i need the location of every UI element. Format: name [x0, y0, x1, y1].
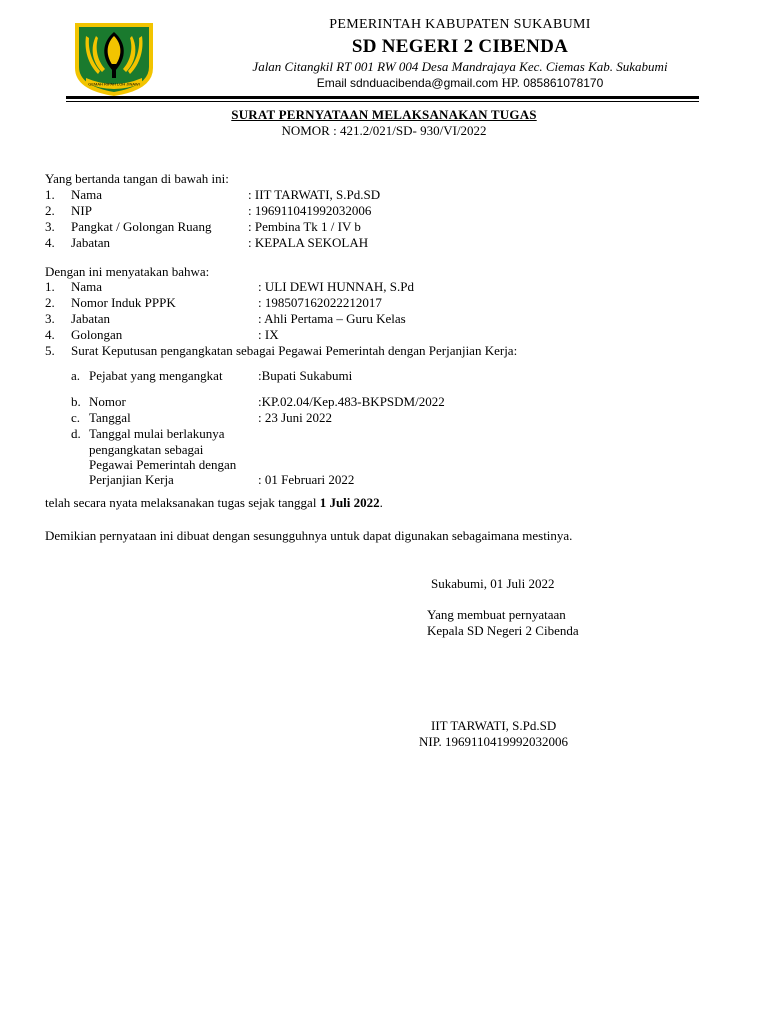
subject-num: 1. [45, 279, 55, 294]
signer-value-rank: : Pembina Tk 1 / IV b [248, 219, 361, 234]
signer-num: 2. [45, 203, 55, 218]
signer-label-nip: NIP [71, 203, 92, 218]
intro-text: Yang bertanda tangan di bawah ini: [45, 171, 229, 186]
closing-statement [45, 495, 383, 511]
sk-letter: d. [71, 426, 81, 441]
subject-value-name: : ULI DEWI HUNNAH, S.Pd [258, 279, 414, 294]
logo-motto: GEMAH RIPAH LOH JINAWI [88, 81, 140, 87]
sk-label-effective-line2: pengangkatan sebagai [89, 442, 204, 457]
closing-period: . [379, 495, 383, 510]
sk-value-number: :KP.02.04/Kep.483-BKPSDM/2022 [258, 394, 445, 409]
subject-value-pppk: : 198507162022212017 [258, 295, 382, 310]
subject-label-position: Jabatan [71, 311, 110, 326]
sk-letter: c. [71, 410, 81, 425]
letterhead-rule-thin [66, 101, 699, 102]
sk-value-date: : 23 Juni 2022 [258, 410, 333, 425]
subject-value-grade: : IX [258, 327, 279, 342]
sk-label-effective-line3: Pegawai Pemerintah dengan [89, 457, 237, 472]
signature-place-date: Sukabumi, 01 Juli 2022 [431, 576, 555, 591]
letterhead-school-name: SD NEGERI 2 CIBENDA [351, 36, 569, 57]
sk-letter: b. [71, 394, 81, 409]
signer-num: 4. [45, 235, 55, 250]
phone-label: HP. [501, 75, 520, 90]
subject-num: 4. [45, 327, 55, 342]
item5-text: Surat Keputusan pengangkatan sebagai Pegawai Pemerintah dengan Perjanjian Kerja: [71, 343, 518, 358]
subject-label-grade: Golongan [71, 327, 123, 342]
email-address: sdnduacibenda@gmail.com [349, 76, 499, 90]
signer-value-position: : KEPALA SEKOLAH [248, 235, 369, 250]
signature-role-line1: Yang membuat pernyataan [427, 607, 566, 622]
letterhead-rule-thick [66, 96, 699, 99]
sk-value-effective: : 01 Februari 2022 [258, 472, 355, 487]
letterhead-address: Jalan Citangkil RT 001 RW 004 Desa Mandrajaya Kec. Ciemas Kab. Sukabumi [252, 59, 668, 74]
signature-nip: NIP. 196911041999203200​6 [419, 734, 569, 749]
signer-value-nip: : 196911041992032006 [248, 203, 372, 218]
statement-intro: Dengan ini menyatakan bahwa: [45, 264, 210, 279]
signature-role-line2: Kepala SD Negeri 2 Cibenda [427, 623, 579, 638]
signer-label-rank: Pangkat / Golongan Ruang [71, 219, 212, 234]
sk-label-effective-line1: Tanggal mulai berlakunya [89, 426, 225, 441]
signer-label-position: Jabatan [71, 235, 110, 250]
signer-num: 3. [45, 219, 55, 234]
letterhead-government: PEMERINTAH KABUPATEN SUKABUMI [329, 17, 591, 32]
signer-num: 1. [45, 187, 55, 202]
sk-label-official: Pejabat yang mengangkat [89, 368, 223, 383]
subject-value-position: : Ahli Pertama – Guru Kelas [258, 311, 406, 326]
document-title: SURAT PERNYATAAN MELAKSANAKAN TUGAS [231, 107, 537, 122]
subject-num: 2. [45, 295, 55, 310]
subject-label-name: Nama [71, 279, 103, 294]
email-label: Email [316, 76, 347, 90]
item5-num: 5. [45, 343, 55, 358]
sk-value-official: :Bupati Sukabumi [258, 368, 353, 383]
signer-value-name: : IIT TARWATI, S.Pd.SD [248, 187, 381, 202]
subject-num: 3. [45, 311, 55, 326]
letterhead-contact [170, 75, 750, 91]
sk-label-effective-line4: Perjanjian Kerja [89, 472, 174, 487]
closing-remark: Demikian pernyataan ini dibuat dengan sesungguhnya untuk dapat digunakan sebagaimana mestinya. [45, 528, 573, 543]
subject-label-pppk: Nomor Induk PPPK [71, 295, 176, 310]
sk-label-number: Nomor [89, 394, 126, 409]
sk-label-date: Tanggal [89, 410, 131, 425]
phone-number: 085861078170 [523, 76, 604, 90]
sk-letter: a. [71, 368, 81, 383]
signer-label-name: Nama [71, 187, 103, 202]
document-number: NOMOR : 421.2/021/SD- 930/VI/2022 [281, 123, 487, 138]
closing-date: 1 Juli 2022 [319, 495, 380, 510]
regency-emblem-logo [72, 20, 156, 98]
closing-text: telah secara nyata melaksanakan tugas sejak tanggal [45, 495, 320, 510]
signature-name: IIT TARWATI, S.Pd.SD [431, 718, 557, 733]
